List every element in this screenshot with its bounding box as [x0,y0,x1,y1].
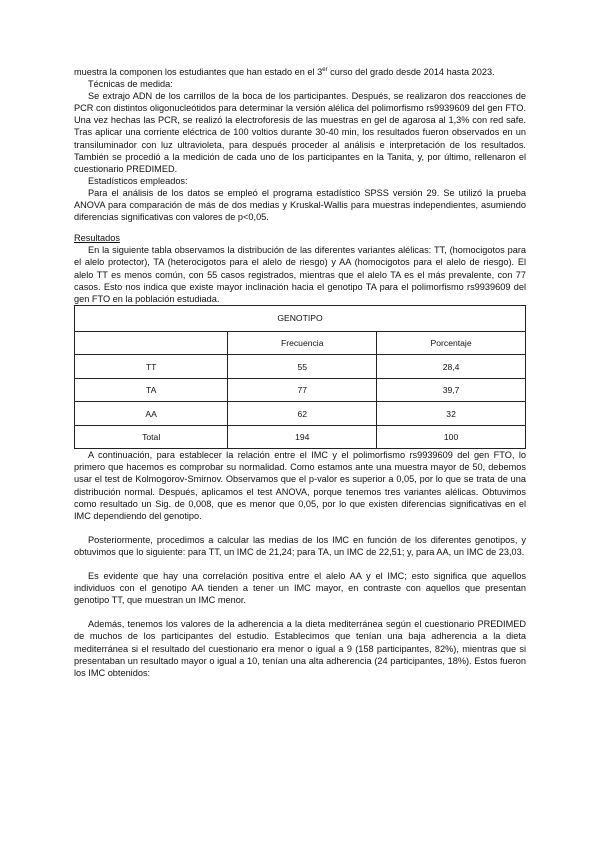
table-title-row [75,305,526,331]
document-page [74,66,526,679]
medias-paragraph: Posteriormente, procedimos a calcular las medias de los IMC en función de los diferentes genotipos, y obtuvimos que lo siguiente: para TT, un IMC de 21,24; para TA, un IMC de 22,51; y, para AA, un IMC de 23,03. [74,534,526,557]
cell-frecuencia: 194 [228,425,377,449]
table-header-row [75,331,526,355]
row-label: TA [75,378,228,402]
cell-frecuencia: 62 [228,402,377,426]
tecnicas-heading: Técnicas de medida: [88,79,173,90]
table-row-total [75,425,526,449]
table-title: GENOTIPO [75,305,526,331]
row-label: AA [75,402,228,426]
imc-paragraph: A continuación, para establecer la relación entre el IMC y el polimorfismo rs9939609 del gen FTO, lo primero que hacemos es comprobar su normalidad. Como estamos ante una muestra mayor de 50, debemos usar el test de Kolmogorov-Smirnov. Observamos que el p-valor es superior a 0,05, por lo que se trata de una distribución normal. Después, aplicamos el test ANOVA, porque tenemos tres variantes alélicas. Obtuvimos como resultado un Sig. de 0,008, que es menor que 0,05, por lo que existen diferencias significativas en el IMC dependiendo del genotipo. [74,450,526,521]
estadisticos-heading: Estadísticos empleados: [88,175,188,186]
table-row [75,378,526,402]
estadisticos-paragraph: Para el análisis de los datos se empleó el programa estadístico SPSS versión 29. Se utilizó la prueba ANOVA para comparación de más de dos medias y Kruskal-Wallis para muestras independientes, asumiendo diferencias significativas con valores de p<0,05. [74,187,526,223]
correlacion-paragraph: Es evidente que hay una correlación positiva entre el alelo AA y el IMC; esto significa que aquellos individuos con el genotipo AA tienden a tener un IMC mayor, en contraste con aquellos que presentan genotipo TT, que muestran un IMC menor. [74,571,526,606]
genotype-table [74,305,526,450]
table-header-frecuencia: Frecuencia [228,331,377,355]
table-row [75,355,526,379]
table-header-empty [75,331,228,355]
cell-porcentaje: 39,7 [377,378,526,402]
resultados-intro-paragraph: En la siguiente tabla observamos la distribución de las diferentes variantes alélicas: TT, (homocigotos para el alelo protector), TA (heterocigotos para el alelo de riesgo) y AA (homocigotos para el alelo de riesgo). El alelo TT es menos común, con 55 casos registrados, mientras que el alelo TA es el más prevalente, con 77 casos. Esto nos indica que existe mayor inclinación hacia el genotipo TA para el polimorfismo rs9939609 del gen FTO en la población estudiada. [74,245,526,304]
paragraph-spacer [74,522,526,534]
intro-text-a: muestra la componen los estudiantes que han estado en el 3 [74,67,323,77]
tecnicas-paragraph: Se extrajo ADN de los carrillos de la boca de los participantes. Después, se realizaron dos reacciones de PCR con distintos oligonucleótidos para determinar la versión alélica del polimorfismo rs9939609 del gen FTO. Una vez hechas las PCR, se realizó la electroforesis de las muestras en gel de agarosa al 1,3% con red safe. Tras aplicar una corriente eléctrica de 100 voltios durante 30-40 min, los resultados fueron observados en un transiluminador con luz ultravioleta, para después proceder al análisis e interpretación de los resultados. También se procedió a la medición de cada uno de los participantes en la Tanita, y, por último, rellenaron el cuestionario PREDIMED. [74,91,526,174]
row-label: TT [75,355,228,379]
intro-paragraph [74,66,526,78]
cell-frecuencia: 55 [228,355,377,379]
table-header-porcentaje: Porcentaje [377,331,526,355]
adherencia-paragraph: Además, tenemos los valores de la adherencia a la dieta mediterránea según el cuestionario PREDIMED de muchos de los participantes del estudio. Establecimos que tenían una baja adherencia a la dieta mediterránea si el resultado del cuestionario era menor o igual a 9 (158 participantes, 82%), mientras que si presentaban un resultado mayor o igual a 10, tenían una alta adherencia (24 participantes, 18%). Estos fueron los IMC obtenidos: [74,619,526,678]
cell-porcentaje: 28,4 [377,355,526,379]
paragraph-spacer [74,606,526,618]
cell-frecuencia: 77 [228,378,377,402]
cell-porcentaje: 100 [377,425,526,449]
paragraph-spacer [74,558,526,570]
cell-porcentaje: 32 [377,402,526,426]
intro-superscript: er [322,66,328,73]
intro-text-b: curso del grado desde 2014 hasta 2023. [327,67,495,77]
resultados-title: Resultados [74,233,120,244]
row-label: Total [75,425,228,449]
table-row [75,402,526,426]
